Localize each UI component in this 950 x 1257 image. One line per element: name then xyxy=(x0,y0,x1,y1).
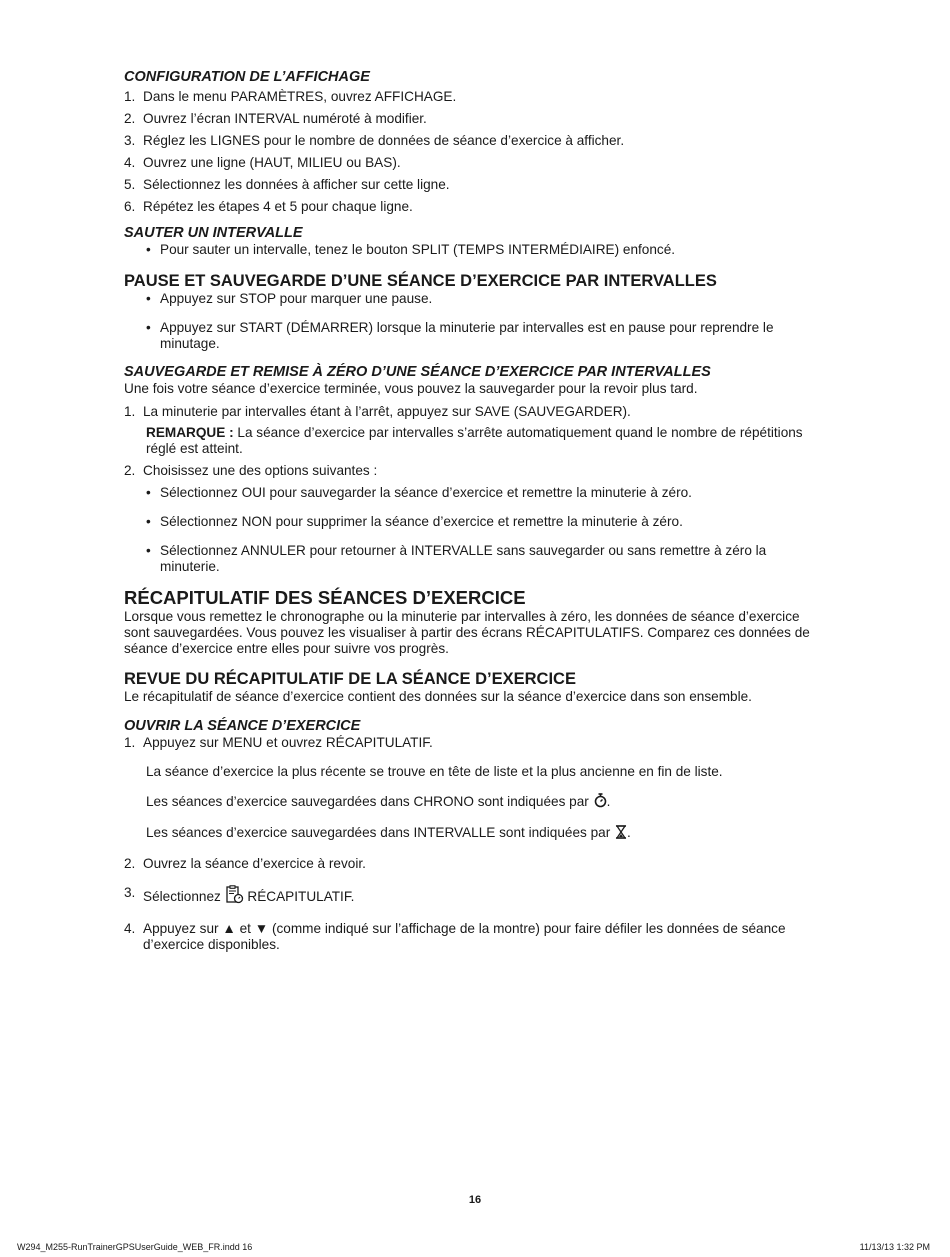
list-item: 5. Sélectionnez les données à afficher sur cette ligne. xyxy=(124,177,450,192)
list-item: 1. La minuterie par intervalles étant à l’arrêt, appuyez sur SAVE (SAUVEGARDER). xyxy=(124,404,631,419)
save-options-list xyxy=(124,485,824,575)
review-heading: REVUE DU RÉCAPITULATIF DE LA SÉANCE D’EXERCICE xyxy=(124,670,576,688)
config-steps-list xyxy=(124,89,824,215)
list-item: 4. Appuyez sur ▲ et ▼ (comme indiqué sur l’affichage de la montre) pour faire défiler les données de séance d’exercice disponibles. xyxy=(124,921,786,952)
remark-note: REMARQUE : La séance d’exercice par intervalles s’arrête automatiquement quand le nombre de répétitions réglé est atteint. xyxy=(146,425,803,456)
skip-heading: SAUTER UN INTERVALLE xyxy=(124,225,303,241)
open-steps-list xyxy=(124,735,824,953)
list-item: 6. Répétez les étapes 4 et 5 pour chaque ligne. xyxy=(124,199,413,214)
pause-heading: PAUSE ET SAUVEGARDE D’UNE SÉANCE D’EXERCICE PAR INTERVALLES xyxy=(124,272,717,290)
remark-label: REMARQUE : xyxy=(146,425,234,440)
print-slug-filename: W294_M255-RunTrainerGPSUserGuide_WEB_FR.indd 16 xyxy=(17,1242,253,1252)
open-note-interval: Les séances d’exercice sauvegardées dans INTERVALLE sont indiquées par . xyxy=(124,825,824,843)
open-note-recent: La séance d’exercice la plus récente se trouve en tête de liste et la plus ancienne en fin de liste. xyxy=(146,764,723,779)
summary-clipboard-icon xyxy=(226,885,244,908)
list-item: 2. Choisissez une des options suivantes : xyxy=(124,463,378,478)
list-item: 1. Appuyez sur MENU et ouvrez RÉCAPITULATIF. xyxy=(124,735,433,750)
list-item: 2. Ouvrez la séance d’exercice à revoir. xyxy=(124,856,366,871)
recap-text: Lorsque vous remettez le chronographe ou la minuterie par intervalles à zéro, les données de séance d’exercice sont sauvegardées. Vous pouvez les visualiser à partir des écrans RÉCAPITULATIFS. Comparez ces données de séance d’exercice entre elles pour suivre vos progrès. xyxy=(124,609,810,656)
up-arrow-icon: ▲ xyxy=(222,921,236,936)
hourglass-icon xyxy=(615,825,627,843)
recap-heading: RÉCAPITULATIF DES SÉANCES D’EXERCICE xyxy=(124,587,526,608)
list-item: 3. Sélectionnez RÉCAPITULATIF. xyxy=(124,885,824,908)
list-item: • Sélectionnez OUI pour sauvegarder la séance d’exercice et remettre la minuterie à zéro. xyxy=(124,485,824,501)
list-item: 4. Ouvrez une ligne (HAUT, MILIEU ou BAS). xyxy=(124,155,401,170)
list-item: 3. Réglez les LIGNES pour le nombre de données de séance d’exercice à afficher. xyxy=(124,133,625,148)
document-body xyxy=(124,68,824,953)
list-item: 2. Ouvrez l’écran INTERVAL numéroté à modifier. xyxy=(124,111,427,126)
list-item: • Sélectionnez NON pour supprimer la séance d’exercice et remettre la minuterie à zéro. xyxy=(124,514,824,530)
skip-list xyxy=(124,242,824,258)
save-steps-list xyxy=(124,404,824,479)
stopwatch-icon xyxy=(594,793,607,812)
config-heading: CONFIGURATION DE L’AFFICHAGE xyxy=(124,69,370,85)
list-item: • Appuyez sur START (DÉMARRER) lorsque la minuterie par intervalles est en pause pour reprendre le minutage. xyxy=(124,320,824,352)
list-item: 1. Dans le menu PARAMÈTRES, ouvrez AFFICHAGE. xyxy=(124,89,457,104)
print-slug-timestamp: 11/13/13 1:32 PM xyxy=(859,1242,930,1252)
pause-list xyxy=(124,291,824,352)
save-intro: Une fois votre séance d’exercice terminée, vous pouvez la sauvegarder pour la revoir plus tard. xyxy=(124,381,698,396)
list-item: • Appuyez sur STOP pour marquer une pause. xyxy=(124,291,824,307)
list-item: • Pour sauter un intervalle, tenez le bouton SPLIT (TEMPS INTERMÉDIAIRE) enfoncé. xyxy=(124,242,824,258)
open-heading: OUVRIR LA SÉANCE D’EXERCICE xyxy=(124,718,361,734)
list-item: • Sélectionnez ANNULER pour retourner à INTERVALLE sans sauvegarder ou sans remettre à zéro la minuterie. xyxy=(124,543,824,575)
review-text: Le récapitulatif de séance d’exercice contient des données sur la séance d’exercice dans son ensemble. xyxy=(124,689,752,704)
save-heading: SAUVEGARDE ET REMISE À ZÉRO D’UNE SÉANCE D’EXERCICE PAR INTERVALLES xyxy=(124,364,711,380)
page-number: 16 xyxy=(468,1194,482,1206)
down-arrow-icon: ▼ xyxy=(254,921,269,936)
open-note-chrono: Les séances d’exercice sauvegardées dans CHRONO sont indiquées par . xyxy=(124,793,824,812)
